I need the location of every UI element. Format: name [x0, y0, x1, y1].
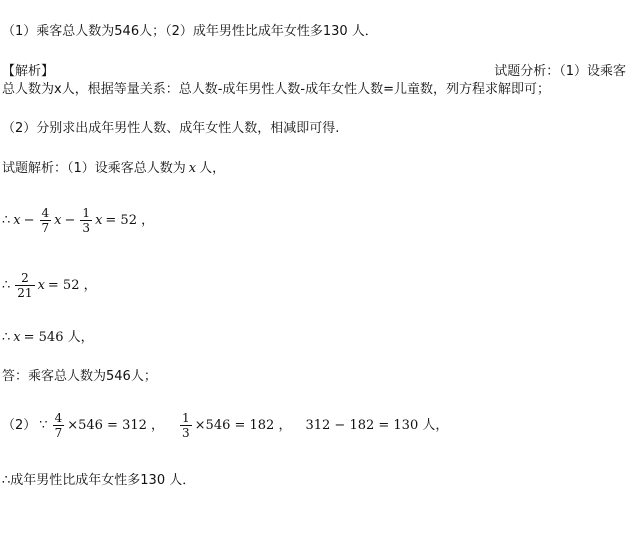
minus-sign: − [23, 212, 35, 228]
variable-x: x [54, 212, 62, 228]
solution-intro [2, 160, 228, 178]
intro-variable: x [188, 161, 197, 176]
fraction-1-3 [180, 411, 192, 440]
fraction-numerator: 1 [82, 206, 91, 220]
variable-x: x [37, 277, 45, 293]
conclusion-line: ∴成年男性比成年女性多130 人． [2, 473, 196, 488]
intro-unit: 人， [199, 161, 226, 176]
equation-2 [2, 271, 100, 300]
analysis-line-2: 总人数为x人，根据等量关系：总人数-成年男性人数-成年女性人数=儿童数，列方程求解即可； [2, 82, 550, 97]
therefore-symbol: ∴ [2, 212, 11, 228]
therefore-symbol: ∴ [2, 277, 11, 293]
analysis-line-3: （2）分别求出成年男性人数、成年女性人数，相减即可得. [2, 121, 340, 136]
fraction-denominator: 21 [17, 286, 33, 300]
analysis-header: 【解析】 [2, 64, 55, 79]
answer-part-1: 答：乘客总人数为546人； [2, 369, 157, 384]
variable-x: x [95, 212, 103, 228]
fraction-1-3 [80, 206, 92, 235]
fraction-4-7 [53, 411, 65, 440]
fraction-denominator: 7 [54, 426, 63, 440]
fraction-numerator: 4 [41, 206, 50, 220]
fraction-4-7 [40, 206, 52, 235]
part-2-label: （2） [2, 417, 37, 433]
fraction-denominator: 7 [41, 221, 50, 235]
equation-3 [2, 329, 97, 347]
fraction-numerator: 1 [182, 411, 190, 425]
difference-expression: 312 − 182 = 130 人， [305, 417, 449, 433]
part-2-line [2, 411, 451, 440]
because-symbol: ∵ [39, 417, 48, 433]
fraction-denominator: 3 [82, 221, 91, 235]
equation-1 [2, 206, 157, 235]
product-expression-1: ×546 = 312 ， [67, 417, 165, 433]
therefore-symbol: ∴ [2, 330, 11, 345]
answer-line: （1）乘客总人数为546人；（2）成年男性比成年女性多130 人． [2, 24, 378, 39]
fraction-numerator: 2 [21, 271, 29, 285]
fraction-denominator: 3 [182, 426, 190, 440]
minus-sign: − [64, 212, 76, 228]
intro-text: 试题解析：（1）设乘客总人数为 [2, 161, 186, 176]
equation-rhs: = 52 ， [105, 212, 155, 228]
fraction-2-21 [15, 271, 34, 300]
variable-x: x [13, 212, 21, 228]
variable-x: x [13, 330, 21, 345]
fraction-numerator: 4 [54, 411, 63, 425]
product-expression-2: ×546 = 182 ， [194, 417, 292, 433]
equation-rhs: = 546 人， [23, 330, 94, 345]
analysis-side-text: 试题分析：（1）设乘客 [494, 64, 626, 79]
equation-rhs: = 52 ， [47, 277, 97, 293]
